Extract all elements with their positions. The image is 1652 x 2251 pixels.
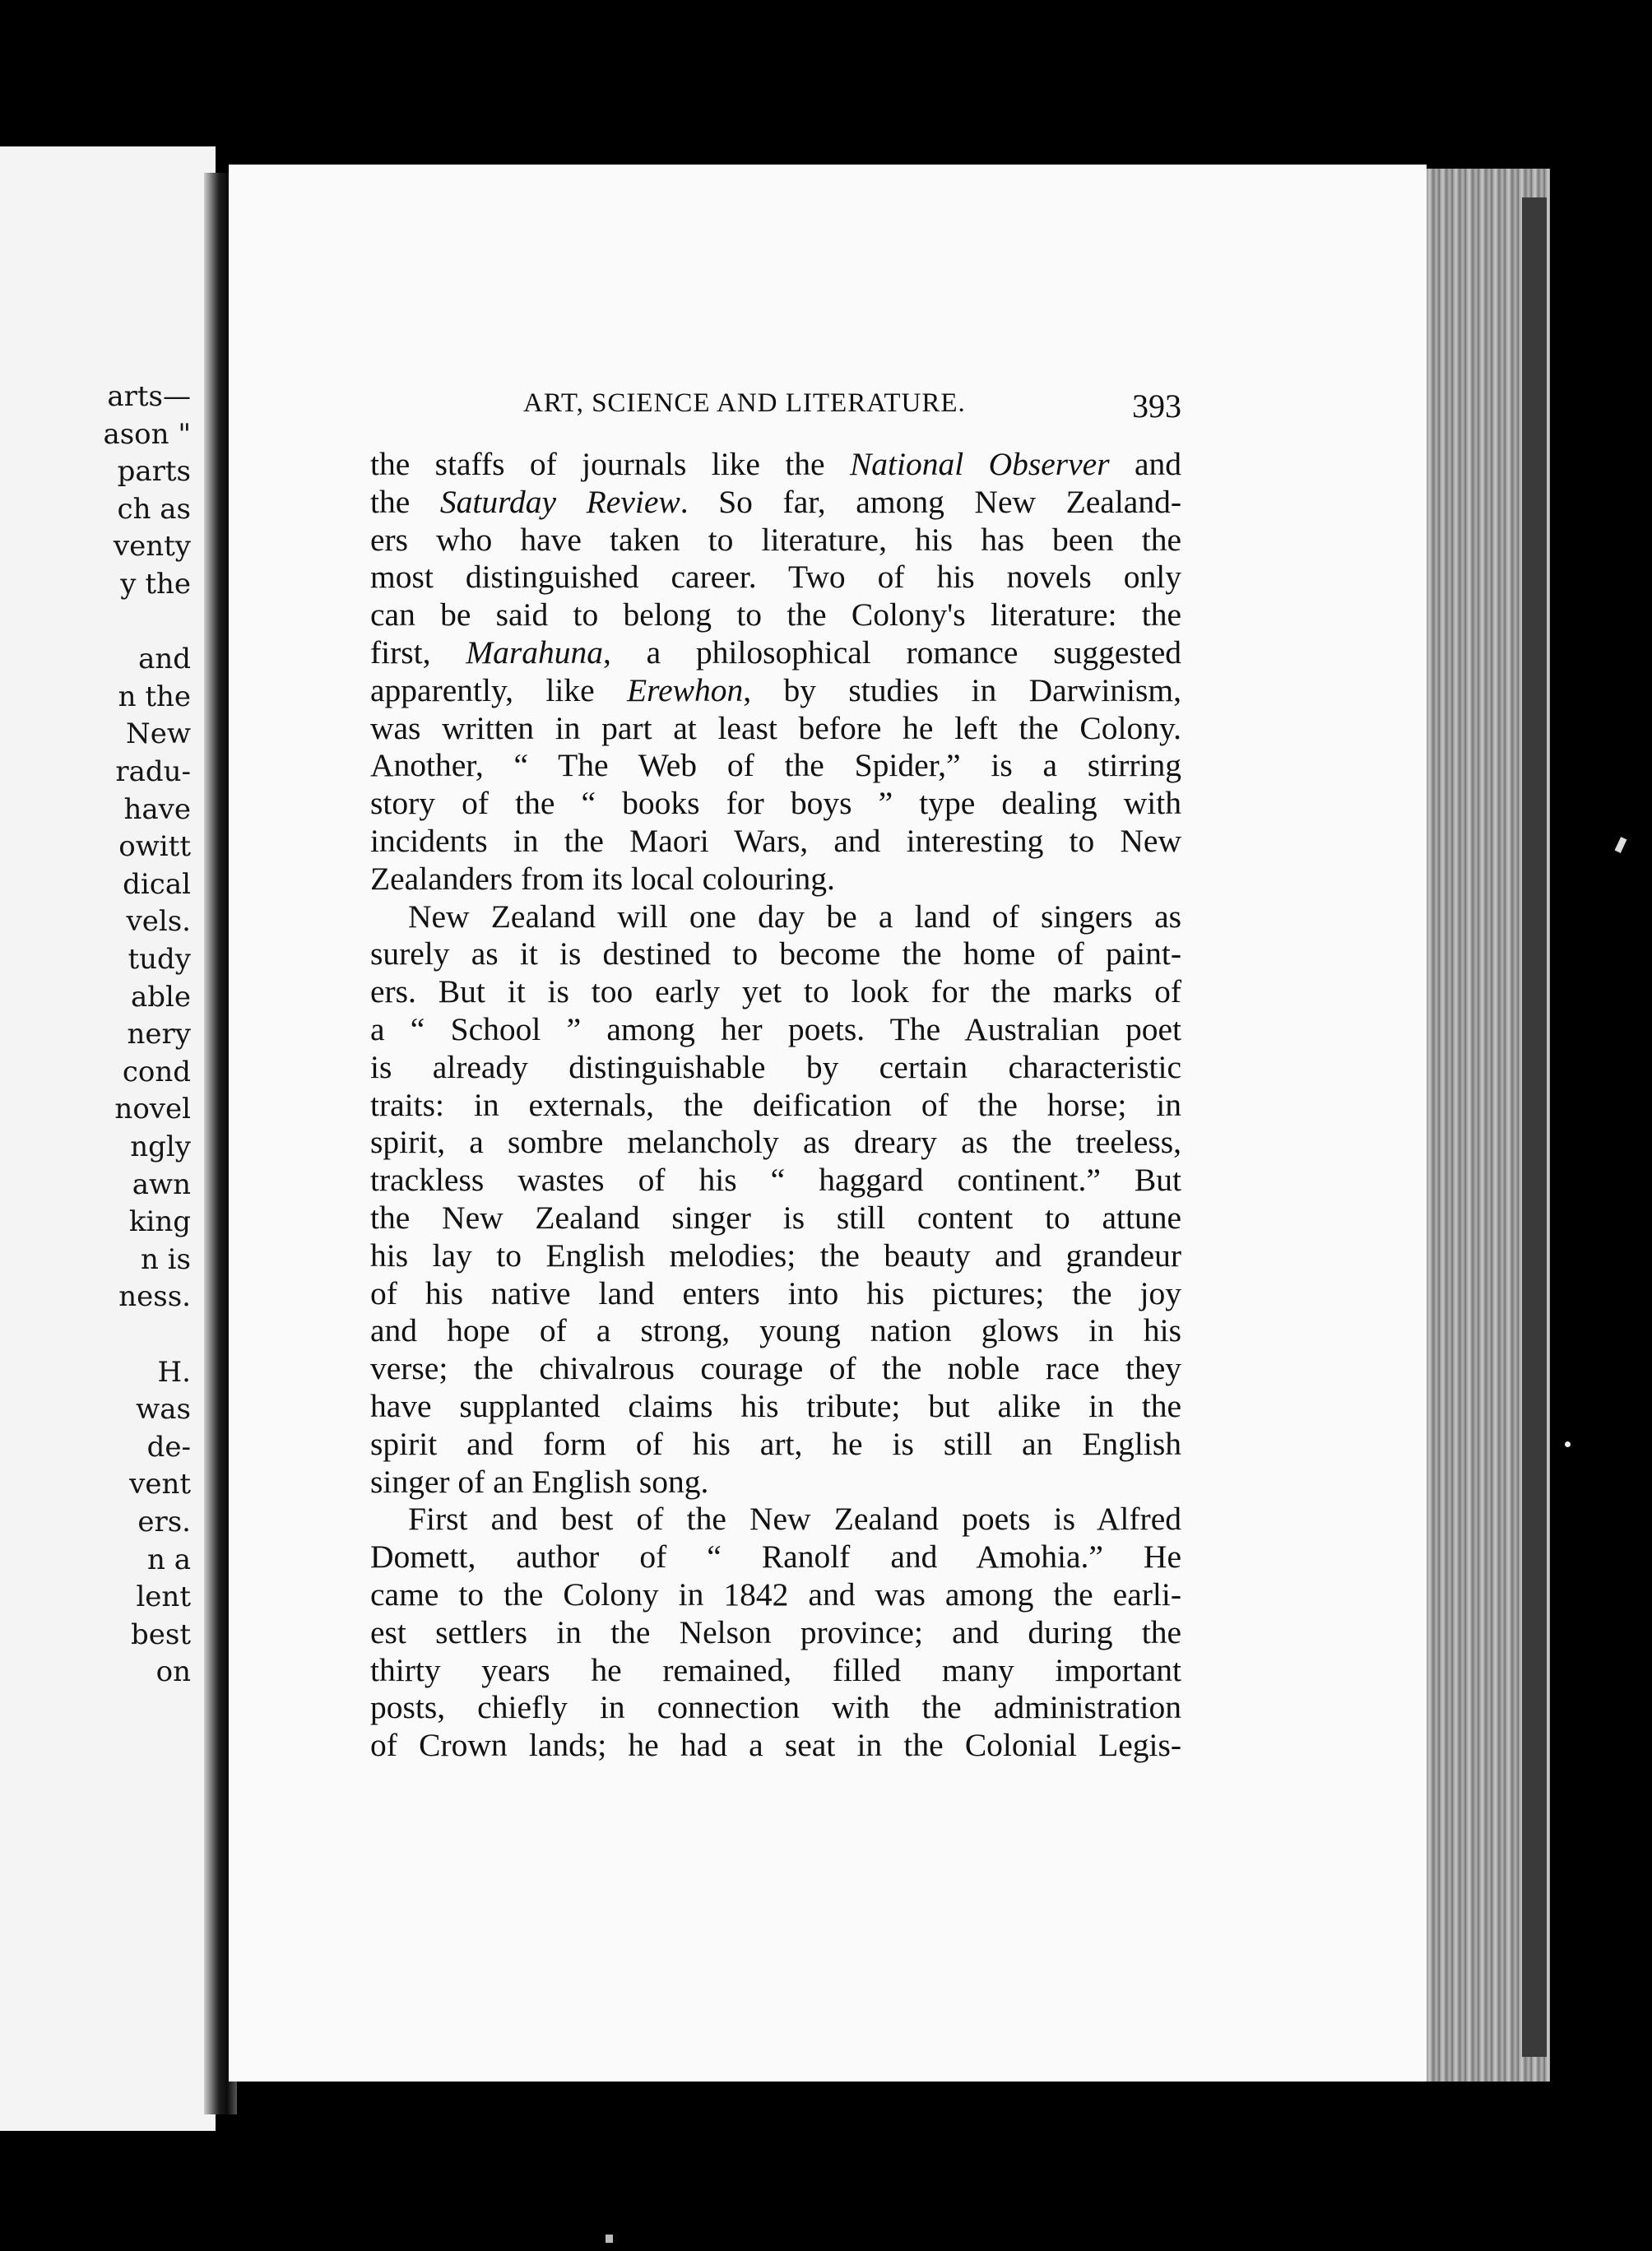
body-text <box>370 446 1181 1765</box>
left-page-line: y the <box>120 568 191 601</box>
left-page-line: ngly <box>130 1130 191 1163</box>
left-page-line: arts— <box>107 380 191 413</box>
text-line: traits: in externals, the deification of the horse; in <box>370 1086 1181 1123</box>
left-page-line: vent <box>129 1468 191 1501</box>
text-line: can be said to belong to the Colony's literature: the <box>370 596 1181 634</box>
dust-speck <box>1565 1441 1571 1447</box>
text-line: ers who have taken to literature, his has been the <box>370 521 1181 558</box>
text-line: the Saturday Review. So far, among New Zealand- <box>370 483 1181 520</box>
text-line: spirit and form of his art, he is still an English <box>370 1425 1181 1462</box>
left-page-line: cond <box>122 1055 191 1088</box>
text-line: Domett, author of “ Ranolf and Amohia.” He <box>370 1539 1181 1576</box>
left-page-line: nery <box>127 1018 191 1051</box>
text-line: the staffs of journals like the National Observer and <box>370 446 1181 482</box>
text-line: est settlers in the Nelson province; and during the <box>370 1613 1181 1650</box>
left-page-line: owitt <box>118 830 191 864</box>
left-page-line: have <box>123 792 191 826</box>
text-line: New Zealand will one day be a land of singers as <box>408 898 1181 935</box>
left-page-line: ers. <box>137 1506 191 1539</box>
left-page-line: n a <box>147 1543 191 1576</box>
left-page-line: awn <box>132 1167 191 1201</box>
text-line: was written in part at least before he left the Colony. <box>370 709 1181 746</box>
page-edges-shadow <box>1522 197 1547 2057</box>
left-page-line: king <box>128 1205 191 1239</box>
text-line: a “ School ” among her poets. The Australian poet <box>370 1010 1181 1047</box>
text-line: surely as it is destined to become the home of paint- <box>370 935 1181 972</box>
text-line: apparently, like Erewhon, by studies in Darwinism, <box>370 671 1181 708</box>
left-page-line: able <box>130 980 191 1014</box>
left-page-line: ch as <box>117 492 191 526</box>
left-page-line: vels. <box>126 905 191 939</box>
left-page-line: dical <box>123 867 191 901</box>
text-line: incidents in the Maori Wars, and interesting to New <box>370 822 1181 859</box>
left-page-line: on <box>155 1655 191 1689</box>
text-line: Another, “ The Web of the Spider,” is a stirring <box>370 747 1181 784</box>
left-page-line: radu- <box>115 755 191 788</box>
left-page-line: novel <box>114 1093 191 1126</box>
left-page-line: was <box>136 1393 191 1427</box>
left-page-line: de- <box>146 1430 191 1464</box>
text-line: singer of an English song. <box>370 1463 709 1500</box>
text-line: first, Marahuna, a philosophical romance suggested <box>370 634 1181 671</box>
text-line: Zealanders from its local colouring. <box>370 860 835 897</box>
text-line: posts, chiefly in connection with the administration <box>370 1689 1181 1726</box>
dust-speck <box>1615 837 1627 853</box>
text-line: his lay to English melodies; the beauty and grandeur <box>370 1237 1181 1274</box>
text-line: spirit, a sombre melancholy as dreary as the treeless, <box>370 1124 1181 1161</box>
text-line: of his native land enters into his pictures; the joy <box>370 1274 1181 1311</box>
running-head: ART, SCIENCE AND LITERATURE. <box>523 388 966 418</box>
text-line: ers. But it is too early yet to look for the marks of <box>370 973 1181 1010</box>
page-number: 393 <box>1132 388 1181 425</box>
left-page-line: and <box>138 643 191 676</box>
text-line: thirty years he remained, filled many important <box>370 1651 1181 1688</box>
left-page-line: ness. <box>118 1280 191 1314</box>
left-page-line: tudy <box>128 943 191 976</box>
text-line: most distinguished career. Two of his novels only <box>370 559 1181 596</box>
left-page-line: best <box>131 1617 191 1651</box>
text-line: of Crown lands; he had a seat in the Colonial Legis- <box>370 1727 1181 1764</box>
left-page <box>0 146 216 2131</box>
dust-speck <box>606 2235 613 2243</box>
left-page-line: New <box>126 717 191 751</box>
left-page-line: n is <box>140 1242 191 1276</box>
text-line: verse; the chivalrous courage of the noble race they <box>370 1350 1181 1387</box>
text-line: the New Zealand singer is still content to attune <box>370 1199 1181 1236</box>
left-page-line: H. <box>157 1355 191 1389</box>
text-line: trackless wastes of his “ haggard continent.” But <box>370 1162 1181 1199</box>
left-page-line: venty <box>113 530 191 564</box>
text-line: story of the “ books for boys ” type dealing with <box>370 785 1181 822</box>
left-page-line: lent <box>136 1580 191 1614</box>
text-line: came to the Colony in 1842 and was among the earli- <box>370 1576 1181 1613</box>
text-line: have supplanted claims his tribute; but alike in the <box>370 1387 1181 1424</box>
text-line: First and best of the New Zealand poets is Alfred <box>408 1501 1181 1538</box>
text-line: is already distinguishable by certain characteristic <box>370 1048 1181 1085</box>
text-line: and hope of a strong, young nation glows in his <box>370 1312 1181 1349</box>
left-page-line: parts <box>117 455 191 489</box>
left-page-line: ason " <box>103 417 191 451</box>
left-page-line: n the <box>118 680 191 713</box>
